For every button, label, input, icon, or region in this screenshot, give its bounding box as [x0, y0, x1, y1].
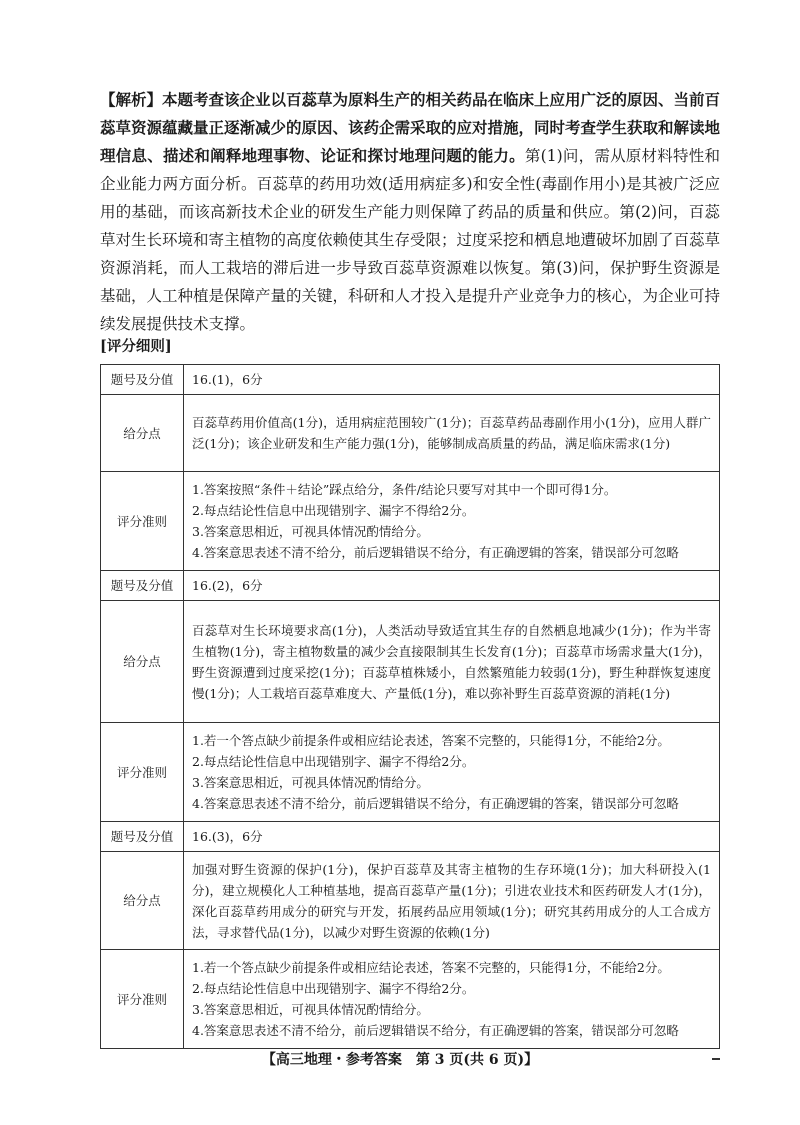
q3-criteria-item: 4.答案意思表述不清不给分，前后逻辑错误不给分，有正确逻辑的答案，错误部分可忽略 — [192, 1023, 679, 1038]
q1-points-label: 给分点 — [101, 395, 184, 472]
q1-criteria-row — [101, 472, 720, 571]
q3-criteria — [184, 950, 720, 1049]
analysis-detail: 第(1)问，需从原材料特性和企业能力两方面分析。百蕊草的药用功效(适用病症多)和安全性(毒副作用小)是其被广泛应用的基础，而该高新技术企业的研发生产能力则保障了药品的质量和供应。第(2)问，百蕊草对生长环境和寄主植物的高度依赖使其生存受限；过度采挖和栖息地遭破坏加剧了百蕊草资源消耗，而人工栽培的滞后进一步导致百蕊草资源难以恢复。第(3)问，保护野生资源是基础，人工种植是保障产量的关键，科研和人才投入是提升产业竞争力的核心，为企业可持续发展提供技术支撑。 — [100, 147, 721, 333]
q1-criteria-item: 4.答案意思表述不清不给分，前后逻辑错误不给分，有正确逻辑的答案，错误部分可忽略 — [192, 545, 679, 560]
section-title: [评分细则] — [100, 338, 172, 355]
grading-table — [100, 364, 720, 1049]
q3-value: 16.(3)，6分 — [184, 822, 720, 852]
q2-criteria-label: 评分准则 — [101, 723, 184, 822]
q3-criteria-label: 评分准则 — [101, 950, 184, 1049]
q1-value: 16.(1)，6分 — [184, 365, 720, 395]
q2-points-label: 给分点 — [101, 601, 184, 723]
q3-criteria-item: 2.每点结论性信息中出现错别字、漏字不得给2分。 — [192, 981, 475, 996]
q1-criteria-item: 1.答案按照“条件＋结论”踩点给分，条件/结论只要写对其中一个即可得1分。 — [192, 482, 617, 497]
analysis-paragraph — [100, 86, 720, 338]
q3-criteria-item: 1.若一个答点缺少前提条件或相应结论表述，答案不完整的，只能得1分，不能给2分。 — [192, 960, 670, 975]
q3-points-label: 给分点 — [101, 852, 184, 950]
analysis-intro: 【解析】本题考查该企业以百蕊草为原料生产的相关药品在临床上应用广泛的原因、当前百蕊草资源蕴藏量正逐渐减少的原因、该药企需采取的应对措施，同时考查学生获取和解读地理信息、描述和阐释地理事物、论证和探讨地理问题的能力。 — [100, 90, 721, 165]
q1-criteria-label: 评分准则 — [101, 472, 184, 571]
q2-criteria-item: 1.若一个答点缺少前提条件或相应结论表述，答案不完整的，只能得1分，不能给2分。 — [192, 733, 670, 748]
q2-criteria — [184, 723, 720, 822]
q1-points: 百蕊草药用价值高(1分)，适用病症范围较广(1分)；百蕊草药品毒副作用小(1分)，应用人群广泛(1分)；该企业研发和生产能力强(1分)，能够制成高质量的药品，满足临床需求(1分) — [184, 395, 720, 472]
q1-label: 题号及分值 — [101, 365, 184, 395]
q3-header-row — [101, 822, 720, 852]
q3-points: 加强对野生资源的保护(1分)，保护百蕊草及其寄主植物的生存环境(1分)；加大科研投入(1分)，建立规模化人工种植基地，提高百蕊草产量(1分)；引进农业技术和医药研发人才(1分)，深化百蕊草药用成分的研究与开发，拓展药品应用领域(1分)；研究其药用成分的人工合成方法，寻求替代品(1分)，以减少对野生资源的依赖(1分) — [184, 852, 720, 950]
q1-header-row — [101, 365, 720, 395]
q3-label: 题号及分值 — [101, 822, 184, 852]
q1-criteria — [184, 472, 720, 571]
q1-criteria-item: 2.每点结论性信息中出现错别字、漏字不得给2分。 — [192, 503, 475, 518]
q2-criteria-item: 4.答案意思表述不清不给分，前后逻辑错误不给分，有正确逻辑的答案，错误部分可忽略 — [192, 796, 679, 811]
footer-mark — [712, 1058, 720, 1060]
q2-header-row — [101, 571, 720, 601]
q2-value: 16.(2)，6分 — [184, 571, 720, 601]
q2-criteria-item: 2.每点结论性信息中出现错别字、漏字不得给2分。 — [192, 754, 475, 769]
q2-criteria-row — [101, 723, 720, 822]
q3-points-row — [101, 852, 720, 950]
q2-points-row — [101, 601, 720, 723]
q2-label: 题号及分值 — [101, 571, 184, 601]
q3-criteria-item: 3.答案意思相近，可视具体情况酌情给分。 — [192, 1002, 429, 1017]
q3-criteria-row — [101, 950, 720, 1049]
q1-criteria-item: 3.答案意思相近，可视具体情况酌情给分。 — [192, 524, 429, 539]
q2-criteria-item: 3.答案意思相近，可视具体情况酌情给分。 — [192, 775, 429, 790]
q2-points: 百蕊草对生长环境要求高(1分)，人类活动导致适宜其生存的自然栖息地减少(1分)；作为半寄生植物(1分)，寄主植物数量的减少会直接限制其生长发育(1分)；百蕊草市场需求量大(1分)，野生资源遭到过度采挖(1分)；百蕊草植株矮小，自然繁殖能力较弱(1分)，野生种群恢复速度慢(1分)；人工栽培百蕊草难度大、产量低(1分)，难以弥补野生百蕊草资源的消耗(1分) — [184, 601, 720, 723]
page-footer: 【高三地理・参考答案 第 3 页(共 6 页)】 — [261, 1052, 539, 1068]
q1-points-row — [101, 395, 720, 472]
